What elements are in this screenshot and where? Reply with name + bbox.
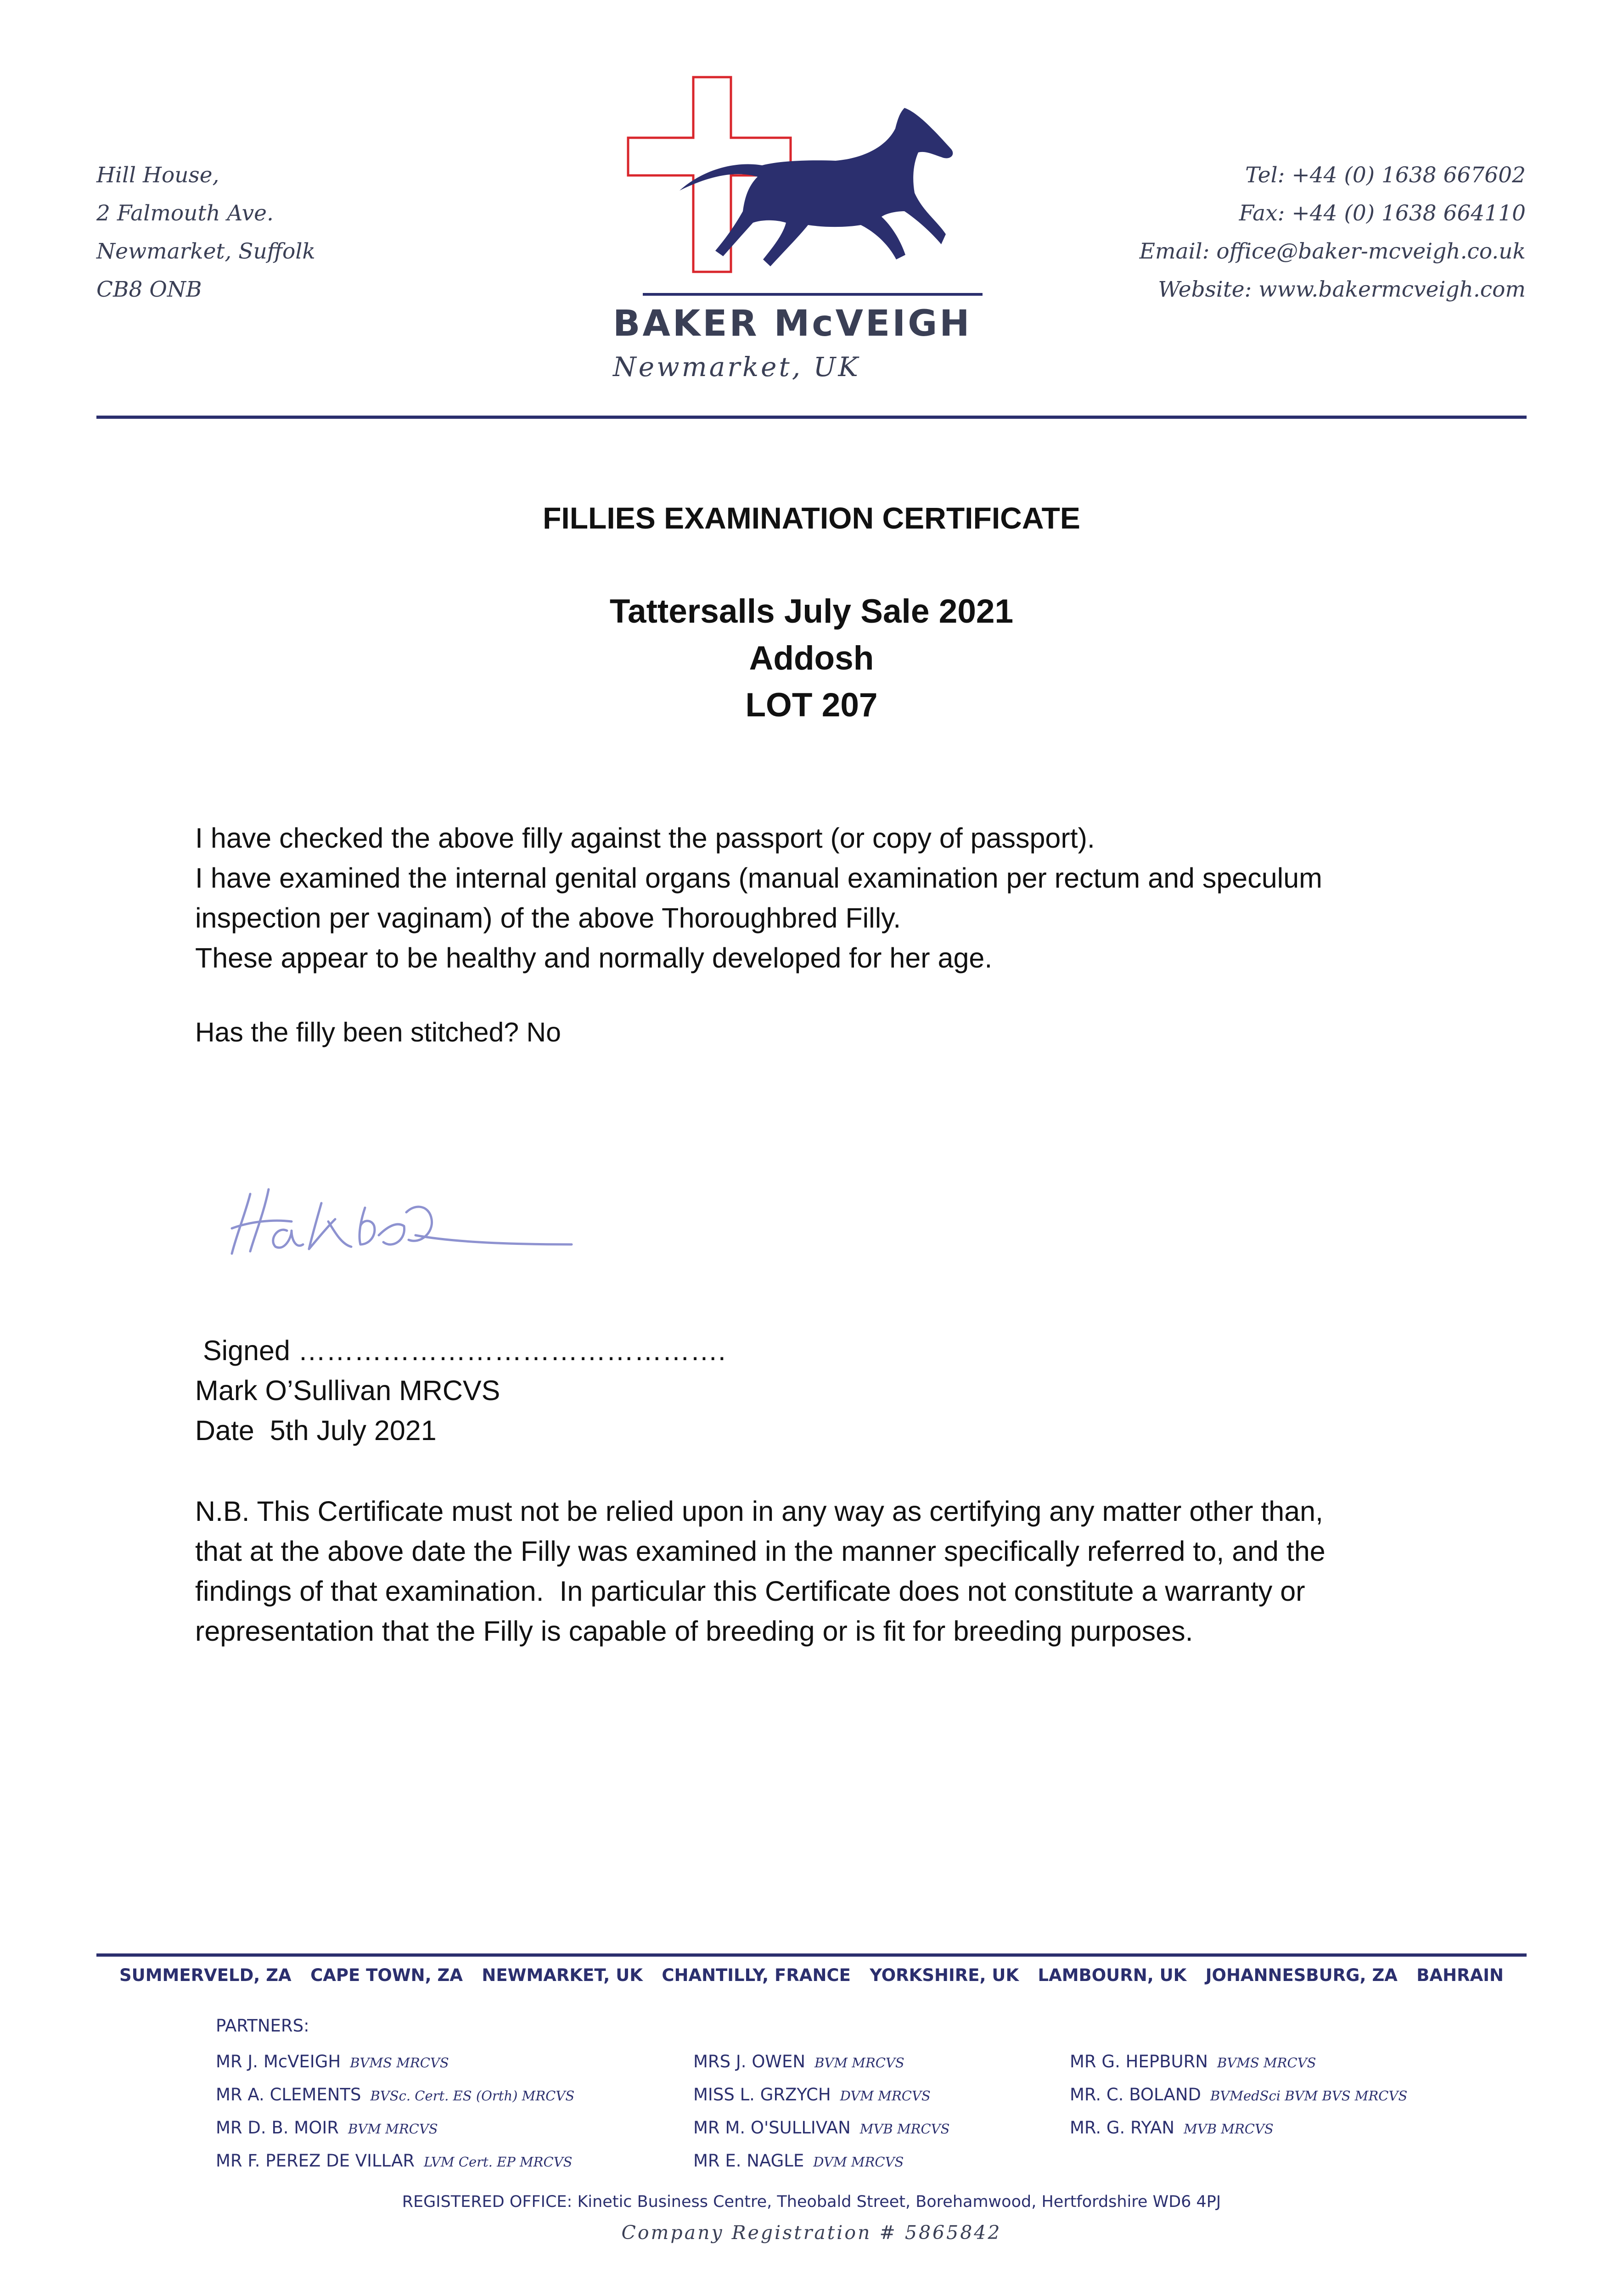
partner-qualification: MVB MRCVS: [859, 2121, 950, 2137]
office-item: NEWMARKET, UK: [482, 1965, 643, 1985]
examination-statement: [195, 818, 1504, 978]
partner-entry: [1070, 2079, 1407, 2112]
partner-entry: [216, 2079, 574, 2112]
partner-name: MR D. B. MOIR: [216, 2118, 339, 2138]
company-address: [96, 156, 315, 309]
office-item: SUMMERVELD, ZA: [119, 1965, 292, 1985]
statement-line: I have checked the above filly against the passport (or copy of passport).: [195, 822, 1095, 854]
partner-name: MRS J. OWEN: [693, 2052, 806, 2071]
partner-entry: [1070, 2112, 1407, 2145]
logo-underline: [643, 293, 983, 296]
certificate-title: FILLIES EXAMINATION CERTIFICATE: [543, 501, 1080, 535]
partner-qualification: BVMS MRCVS: [1217, 2055, 1316, 2071]
company-contact: [1140, 156, 1526, 309]
signature-block: [195, 1331, 1504, 1451]
contact-email: Email: office@baker-mcveigh.co.uk: [1139, 239, 1526, 264]
contact-website: Website: www.bakermcveigh.com: [1158, 277, 1526, 302]
horse-name: Addosh: [749, 640, 874, 677]
partners-label: PARTNERS:: [216, 2016, 309, 2036]
lot-number: LOT 207: [745, 687, 878, 724]
office-item: JOHANNESBURG, ZA: [1205, 1965, 1398, 1985]
disclaimer-line: findings of that examination. In particular this Certificate does not constitute a warranty or: [195, 1576, 1305, 1607]
address-line: CB8 ONB: [96, 277, 202, 302]
office-item: BAHRAIN: [1416, 1965, 1504, 1985]
partner-name: MR J. McVEIGH: [216, 2052, 341, 2071]
partners-column-2: [693, 2046, 949, 2178]
partner-name: MR G. HEPBURN: [1070, 2052, 1208, 2071]
disclaimer-line: representation that the Filly is capable of breeding or is fit for breeding purposes.: [195, 1615, 1193, 1647]
office-item: CAPE TOWN, ZA: [310, 1965, 463, 1985]
partner-name: MR F. PEREZ DE VILLAR: [216, 2151, 415, 2171]
footer-divider: [96, 1953, 1527, 1957]
partner-qualification: BVM MRCVS: [348, 2121, 438, 2137]
partner-qualification: LVM Cert. EP MRCVS: [424, 2154, 573, 2170]
partner-name: MR. G. RYAN: [1070, 2118, 1175, 2138]
partner-entry: [216, 2046, 574, 2079]
registered-office: REGISTERED OFFICE: Kinetic Business Centre, Theobald Street, Borehamwood, Hertfordshire WD6 4PJ: [402, 2193, 1221, 2211]
statement-line: inspection per vaginam) of the above Thoroughbred Filly.: [195, 902, 901, 934]
partner-name: MISS L. GRZYCH: [693, 2085, 831, 2105]
partner-qualification: BVSc. Cert. ES (Orth) MRCVS: [370, 2088, 575, 2104]
header-divider: [96, 416, 1527, 419]
partner-name: MR E. NAGLE: [693, 2151, 804, 2171]
contact-tel: Tel: +44 (0) 1638 667602: [1245, 163, 1526, 188]
statement-line: These appear to be healthy and normally developed for her age.: [195, 942, 993, 974]
signer-name: Mark O’Sullivan MRCVS: [195, 1375, 500, 1406]
address-line: Newmarket, Suffolk: [96, 239, 315, 264]
partner-qualification: BVMedSci BVM BVS MRCVS: [1210, 2088, 1408, 2104]
contact-fax: Fax: +44 (0) 1638 664110: [1239, 201, 1526, 226]
partners-column-3: [1070, 2046, 1407, 2145]
exam-date: Date 5th July 2021: [195, 1415, 437, 1446]
stitched-question: Has the filly been stitched? No: [195, 1017, 561, 1047]
office-item: YORKSHIRE, UK: [870, 1965, 1019, 1985]
disclaimer-line: that at the above date the Filly was examined in the manner specifically referred to, and the: [195, 1536, 1325, 1567]
company-registration: Company Registration # 5865842: [621, 2222, 1002, 2244]
horse-cross-logo-icon: [624, 73, 992, 331]
partner-entry: [693, 2145, 949, 2178]
partner-qualification: DVM MRCVS: [840, 2088, 931, 2104]
partner-entry: [216, 2145, 574, 2178]
partners-column-1: [216, 2046, 574, 2178]
partner-qualification: BVMS MRCVS: [350, 2055, 449, 2071]
galloping-horse-icon: [680, 108, 953, 266]
handwritten-signature: [223, 1176, 581, 1267]
partner-qualification: DVM MRCVS: [813, 2154, 904, 2170]
partner-entry: [693, 2112, 949, 2145]
office-locations: [96, 1965, 1527, 1985]
partner-entry: [693, 2079, 949, 2112]
partner-entry: [1070, 2046, 1407, 2079]
office-item: LAMBOURN, UK: [1038, 1965, 1187, 1985]
statement-line: I have examined the internal genital organs (manual examination per rectum and speculum: [195, 862, 1322, 894]
partner-entry: [216, 2112, 574, 2145]
disclaimer-line: N.B. This Certificate must not be relied upon in any way as certifying any matter other than,: [195, 1496, 1324, 1527]
partner-qualification: MVB MRCVS: [1184, 2121, 1274, 2137]
partner-entry: [693, 2046, 949, 2079]
office-item: CHANTILLY, FRANCE: [662, 1965, 851, 1985]
partner-name: MR. C. BOLAND: [1070, 2085, 1201, 2105]
address-line: Hill House,: [96, 163, 219, 188]
partner-qualification: BVM MRCVS: [814, 2055, 904, 2071]
brand-location: Newmarket, UK: [613, 351, 860, 383]
partner-name: MR A. CLEMENTS: [216, 2085, 361, 2105]
brand-name: BAKER McVEIGH: [613, 303, 972, 344]
partner-name: MR M. O'SULLIVAN: [693, 2118, 851, 2138]
address-line: 2 Falmouth Ave.: [96, 201, 274, 226]
sale-name: Tattersalls July Sale 2021: [609, 593, 1014, 630]
signed-line: Signed ……………………………………….: [195, 1335, 726, 1366]
disclaimer: [195, 1491, 1504, 1651]
